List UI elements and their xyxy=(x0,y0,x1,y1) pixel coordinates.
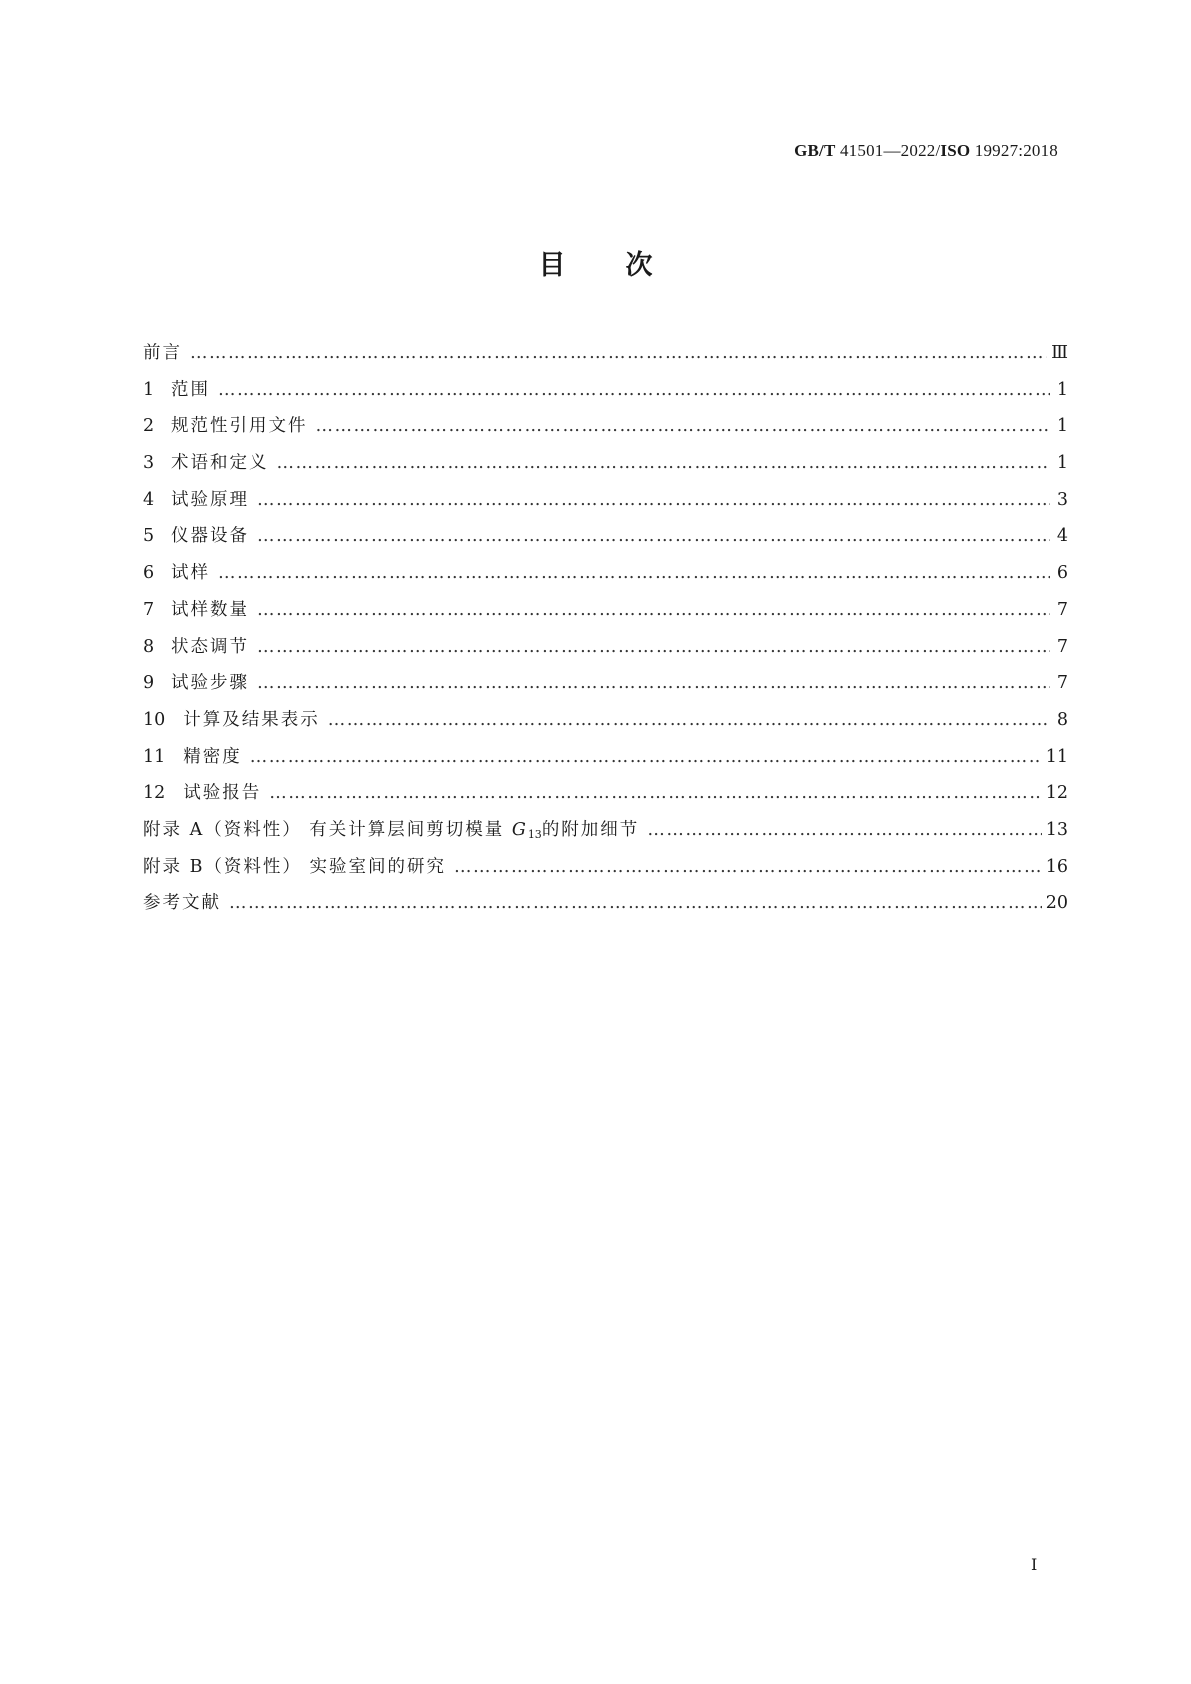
toc-label-symbol: G xyxy=(511,819,528,840)
toc-section-number: 3 xyxy=(143,453,155,474)
toc-label: 仪器设备 xyxy=(171,526,249,547)
toc-label: 范围 xyxy=(171,379,210,400)
toc-label: 试验报告 xyxy=(183,783,262,804)
toc-entry-5[interactable] xyxy=(143,525,1068,562)
toc-dot-leader xyxy=(229,892,1042,914)
toc-page-number: 3 xyxy=(1056,489,1068,510)
toc-page-number: 13 xyxy=(1045,819,1068,840)
toc-dot-leader xyxy=(269,782,1041,804)
toc-entry-6[interactable] xyxy=(143,562,1068,599)
toc-label: 试样 xyxy=(171,563,210,584)
toc-dot-leader xyxy=(277,452,1051,474)
toc-page-number: 12 xyxy=(1045,783,1068,804)
toc-section-number: 7 xyxy=(143,599,155,620)
toc-entry-4[interactable] xyxy=(143,489,1068,526)
page-number-footer: I xyxy=(1031,1555,1038,1574)
toc-dot-leader xyxy=(454,856,1042,878)
std-number: 41501—2022/ xyxy=(839,141,941,160)
toc-section-number: 11 xyxy=(143,746,166,767)
toc-label: 参考文献 xyxy=(143,893,221,914)
toc-label: 状态调节 xyxy=(171,636,249,657)
toc-page-number: 1 xyxy=(1056,416,1068,437)
standard-number-header xyxy=(794,141,1058,161)
toc-dot-leader xyxy=(257,636,1050,658)
toc-dot-leader xyxy=(257,599,1050,621)
toc-entry-7[interactable] xyxy=(143,599,1068,636)
toc-entry-1[interactable] xyxy=(143,379,1068,416)
toc-dot-leader xyxy=(218,562,1050,584)
toc-section-number: 1 xyxy=(143,379,155,400)
toc-label: 规范性引用文件 xyxy=(171,416,308,437)
toc-page-number: 7 xyxy=(1056,673,1068,694)
toc-entry-11[interactable] xyxy=(143,746,1068,783)
iso-prefix: ISO xyxy=(940,141,971,160)
toc-page-number: 6 xyxy=(1056,563,1068,584)
toc-section-number: 6 xyxy=(143,563,155,584)
toc-section-number: 12 xyxy=(143,783,166,804)
toc-label: 术语和定义 xyxy=(171,453,269,474)
toc-label-subscript: 13 xyxy=(527,827,542,841)
toc-label: 试验步骤 xyxy=(171,673,249,694)
toc-section-number: 8 xyxy=(143,636,155,657)
toc-label: 前言 xyxy=(143,343,182,363)
toc-dot-leader xyxy=(257,525,1050,547)
toc-page-number: Ⅲ xyxy=(1051,343,1068,363)
toc-entry-10[interactable] xyxy=(143,709,1068,746)
toc-label xyxy=(143,819,639,846)
toc-entry-9[interactable] xyxy=(143,672,1068,709)
toc-section-number: 2 xyxy=(143,416,155,437)
toc-dot-leader xyxy=(257,672,1050,694)
toc-page-number: 1 xyxy=(1056,379,1068,400)
toc-dot-leader xyxy=(647,819,1041,841)
std-prefix: GB/T xyxy=(794,141,836,160)
toc-section-number: 5 xyxy=(143,526,155,547)
toc-label: 试验原理 xyxy=(171,489,249,510)
toc-page-number: 1 xyxy=(1056,453,1068,474)
toc-entry-foreword[interactable] xyxy=(143,342,1068,379)
toc-section-number: 9 xyxy=(143,673,155,694)
iso-number: 19927:2018 xyxy=(974,141,1058,160)
toc-page-number: 7 xyxy=(1056,599,1068,620)
toc-dot-leader xyxy=(257,489,1050,511)
toc-page-number: 8 xyxy=(1056,709,1068,730)
toc-label: 计算及结果表示 xyxy=(183,709,320,730)
toc-label-prefix: 附录 A（资料性） 有关计算层间剪切模量 xyxy=(143,819,512,840)
toc-section-number: 4 xyxy=(143,489,155,510)
toc-label-suffix: 的附加细节 xyxy=(541,819,640,840)
toc-dot-leader xyxy=(190,342,1047,364)
toc-entry-3[interactable] xyxy=(143,452,1068,489)
toc-page-number: 16 xyxy=(1045,856,1068,877)
toc-entry-2[interactable] xyxy=(143,415,1068,452)
toc-page-number: 7 xyxy=(1056,636,1068,657)
toc-page-number: 20 xyxy=(1045,893,1068,914)
toc-dot-leader xyxy=(218,379,1050,401)
toc-section-number: 10 xyxy=(143,709,166,730)
toc-dot-leader xyxy=(316,415,1051,437)
toc-dot-leader xyxy=(250,746,1042,768)
toc-label: 试样数量 xyxy=(171,599,249,620)
toc-entry-annex-b[interactable] xyxy=(143,856,1068,893)
toc-label: 附录 B（资料性） 实验室间的研究 xyxy=(143,856,446,877)
page-title: 目次 xyxy=(538,250,713,281)
toc-entry-annex-a[interactable] xyxy=(143,819,1068,856)
toc-entry-bibliography[interactable] xyxy=(143,892,1068,929)
toc-dot-leader xyxy=(328,709,1050,731)
toc-entry-12[interactable] xyxy=(143,782,1068,819)
table-of-contents xyxy=(143,342,1068,929)
toc-entry-8[interactable] xyxy=(143,636,1068,673)
toc-label: 精密度 xyxy=(183,746,242,767)
toc-page-number: 4 xyxy=(1056,526,1068,547)
toc-page-number: 11 xyxy=(1045,746,1068,767)
